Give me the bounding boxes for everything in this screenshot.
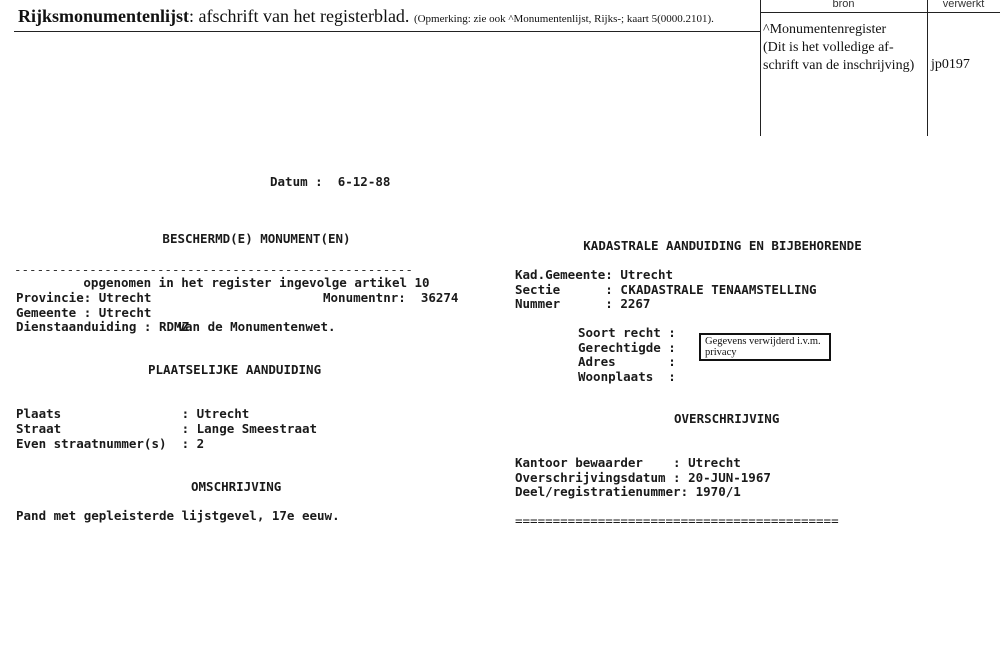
heading-line: KADASTRALE AANDUIDING EN BIJBEHORENDE [583,238,862,254]
heading-line: opgenomen in het register ingevolge artikel 10 [83,274,430,290]
kad-gemeente-line: Kad.Gemeente: Utrecht [515,267,674,282]
bron-line: ^Monumentenregister [763,22,887,37]
gemeente-line: Gemeente : Utrecht [16,305,152,320]
title-remark: (Opmerking: zie ook ^Monumentenlijst, Rijks-; kaart 5(0000.2101). [413,13,714,25]
sectie-line: Sectie : C [515,282,628,297]
gerechtigde-line: Gerechtigde : [578,340,676,355]
heading-line: van de Monumentenwet. [177,318,336,334]
plaatselijke-heading: PLAATSELIJKE AANDUIDING [148,362,322,377]
column-header-rule [760,12,1000,13]
column-divider-left [760,0,761,136]
bron-source-text [763,21,928,75]
nummer-line: Nummer : 2267 [515,296,651,311]
separator-line: ----------------------------------------------------- [14,262,413,277]
bron-line: (Dit is het volledige af- [763,40,894,55]
datum-line: Datum : 6-12-88 [270,174,391,189]
verwerkt-column-header: verwerkt [942,0,985,10]
title-bold: Rijksmonumentenlijst [18,6,190,26]
provincie-line: Provincie: Utrecht [16,290,152,305]
straat-line: Straat : Lange Smeestraat [16,421,318,436]
deel-line: Deel/registratienummer: 1970/1 [515,484,741,499]
omschrijving-heading: OMSCHRIJVING [191,479,282,494]
bron-column-header: bron [832,0,855,10]
verwerkt-value: jp0197 [931,57,970,72]
heading-line: BESCHERMD(E) MONUMENT(EN) [162,231,351,247]
dienstaanduiding-line: Dienstaanduiding : RDMZ [16,319,190,334]
kantoor-line: Kantoor bewaarder : Utrecht [515,455,741,470]
document-title [18,6,714,27]
woonplaats-line: Woonplaats : [578,369,676,384]
plaats-line: Plaats : Utrecht [16,406,250,421]
overschrijvingsdatum-line: Overschrijvingsdatum : 20-JUN-1967 [515,470,771,485]
soort-recht-line: Soort recht : [578,325,676,340]
heading-line: KADASTRALE TENAAMSTELLING [628,281,817,297]
even-line: Even straatnummer(s) : 2 [16,436,205,451]
header-rule [14,31,760,32]
adres-line: Adres : [578,354,676,369]
omschrijving-text: Pand met gepleisterde lijstgevel, 17e eeuw. [16,508,340,523]
bron-line: schrift van de inschrijving) [763,58,915,73]
monumentnr-line: Monumentnr: 36274 [323,290,459,305]
privacy-redaction-box: Gegevens verwijderd i.v.m. privacy [699,333,831,361]
title-rest: : afschrift van het registerblad. [189,6,410,26]
overschrijving-heading: OVERSCHRIJVING [674,411,780,426]
end-rule: =========================================== [515,513,839,528]
